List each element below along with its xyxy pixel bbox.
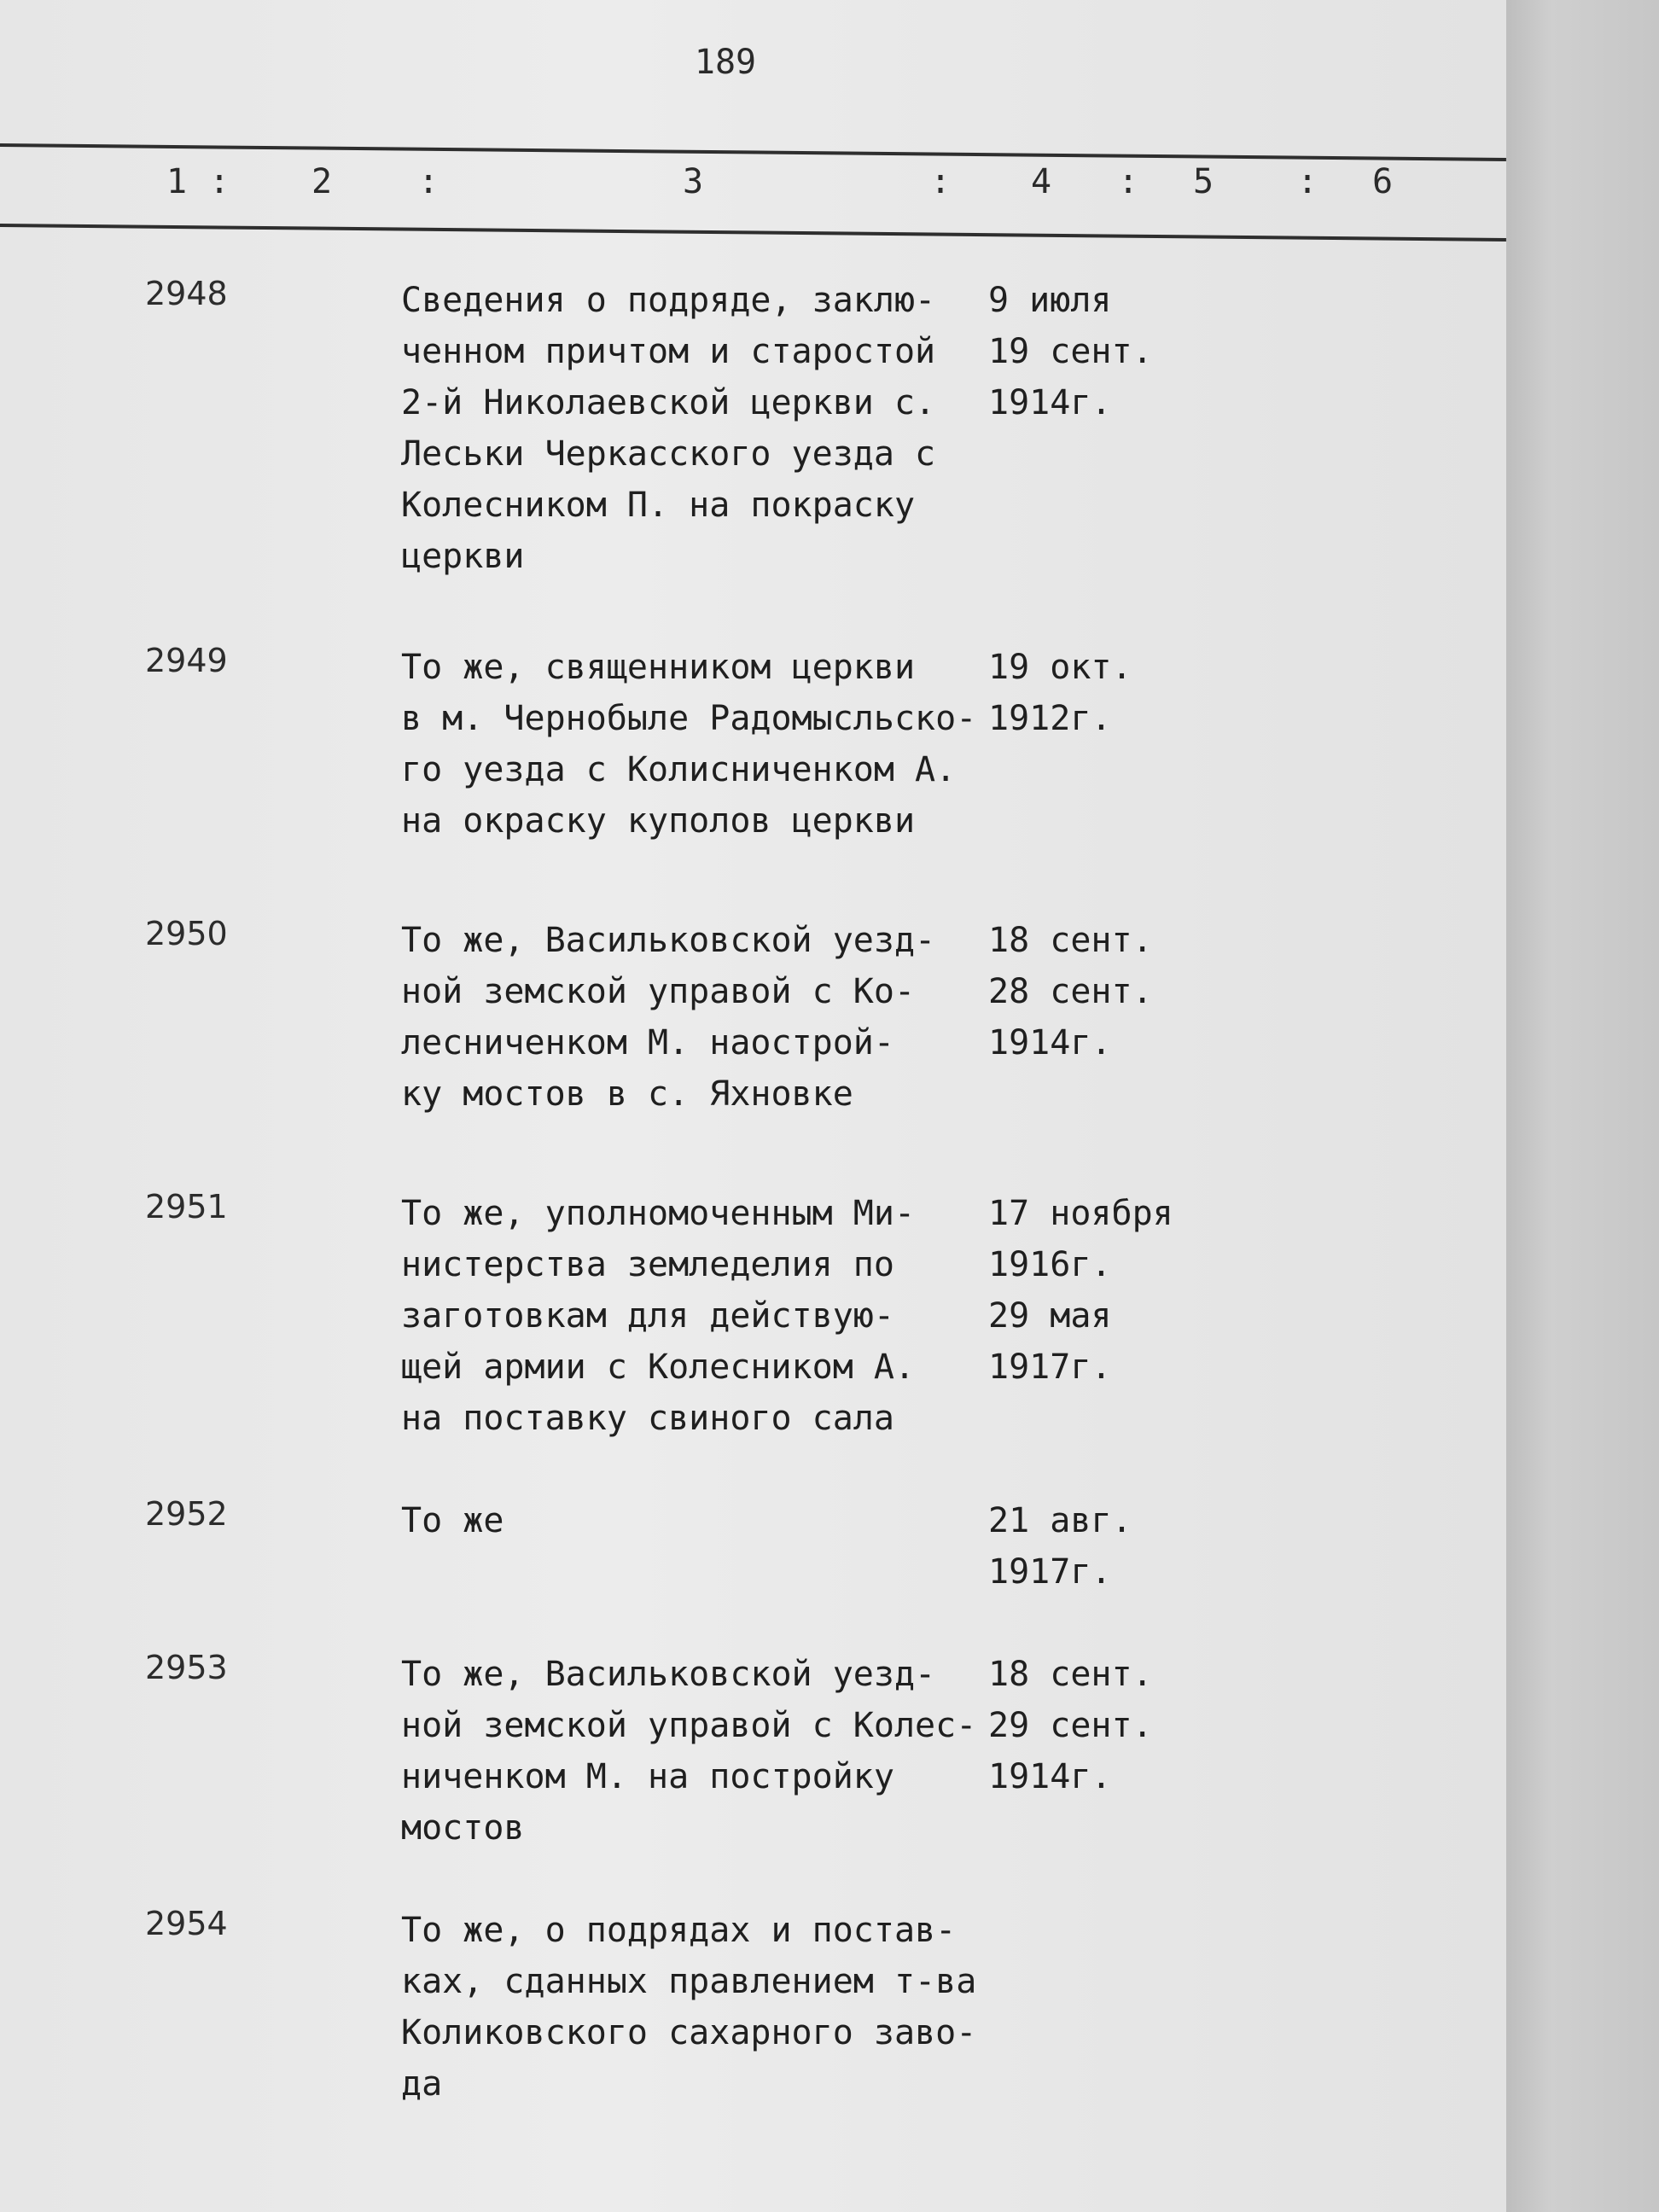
description-line: Сведения о подряде, заклю-	[401, 281, 936, 320]
date-line: 21 авг.	[988, 1501, 1132, 1540]
date-line: 29 мая	[988, 1296, 1112, 1336]
page-edge-background	[1506, 0, 1659, 2212]
column-header-5: 5	[1193, 162, 1214, 201]
column-header-2: 2	[311, 162, 333, 201]
description-line: Леськи Черкасского уезда с	[401, 434, 936, 474]
description-line: То же, уполномоченным Ми-	[401, 1194, 916, 1233]
date-line: 9 июля	[988, 281, 1112, 320]
column-separator: :	[209, 162, 230, 201]
description-line: в м. Чернобыле Радомысльско-	[401, 699, 977, 738]
column-separator: :	[1297, 162, 1318, 201]
description-line: лесниченком М. наострой-	[401, 1023, 894, 1062]
entry-description	[401, 642, 998, 847]
description-line: ниченком М. на постройку	[401, 1757, 894, 1796]
description-line: го уезда с Колисниченком А.	[401, 750, 957, 789]
column-header-1: 1	[166, 162, 188, 201]
date-line: 28 сент.	[988, 972, 1153, 1011]
entry-description	[401, 275, 998, 582]
entry-number: 2948	[145, 275, 228, 312]
entry-dates	[988, 275, 1210, 428]
entry-dates	[988, 1495, 1210, 1598]
column-header-row	[0, 162, 1506, 213]
description-line: 2-й Николаевской церкви с.	[401, 383, 936, 422]
description-line: То же, Васильковской уезд-	[401, 1655, 936, 1694]
date-line: 19 окт.	[988, 648, 1132, 687]
description-line: Колесником П. на покраску	[401, 486, 916, 525]
date-line: 29 сент.	[988, 1706, 1153, 1745]
entry-description	[401, 1649, 998, 1854]
description-line: щей армии с Колесником А.	[401, 1348, 916, 1387]
column-header-4: 4	[1031, 162, 1052, 201]
date-line: 1916г.	[988, 1245, 1112, 1284]
description-line: да	[401, 2064, 443, 2104]
entry-description	[401, 1188, 998, 1444]
description-line: заготовкам для действую-	[401, 1296, 894, 1336]
description-line: Коликовского сахарного заво-	[401, 2013, 977, 2052]
description-line: мостов	[401, 1808, 525, 1848]
description-line: на поставку свиного сала	[401, 1399, 894, 1438]
entry-description	[401, 915, 998, 1120]
description-line: То же, Васильковской уезд-	[401, 921, 936, 960]
column-separator: :	[1118, 162, 1139, 201]
description-line: ку мостов в с. Яхновке	[401, 1074, 853, 1114]
description-line: ках, сданных правлением т-ва	[401, 1962, 977, 2001]
date-line: 1912г.	[988, 699, 1112, 738]
entry-number: 2954	[145, 1905, 228, 1942]
description-line: То же, о подрядах и постав-	[401, 1911, 957, 1950]
date-line: 1917г.	[988, 1348, 1112, 1387]
description-line: на окраску куполов церкви	[401, 801, 916, 841]
column-separator: :	[930, 162, 952, 201]
date-line: 18 сент.	[988, 921, 1153, 960]
column-header-6: 6	[1372, 162, 1394, 201]
column-header-3: 3	[683, 162, 704, 201]
entry-dates	[988, 1188, 1210, 1393]
entry-number: 2952	[145, 1495, 228, 1533]
date-line: 19 сент.	[988, 332, 1153, 371]
date-line: 18 сент.	[988, 1655, 1153, 1694]
date-line: 1914г.	[988, 383, 1112, 422]
entry-dates	[988, 642, 1210, 744]
entry-dates	[988, 915, 1210, 1068]
entry-dates	[988, 1649, 1210, 1802]
description-line: То же, священником церкви	[401, 648, 916, 687]
entry-number: 2953	[145, 1649, 228, 1686]
date-line: 1914г.	[988, 1757, 1112, 1796]
description-line: ной земской управой с Ко-	[401, 972, 916, 1011]
description-line: церкви	[401, 537, 525, 576]
entry-description	[401, 1905, 998, 2110]
date-line: 1917г.	[988, 1552, 1112, 1592]
entry-number: 2951	[145, 1188, 228, 1225]
column-separator: :	[418, 162, 439, 201]
date-line: 1914г.	[988, 1023, 1112, 1062]
page-number: 189	[694, 43, 757, 82]
description-line: То же	[401, 1501, 504, 1540]
description-line: нистерства земледелия по	[401, 1245, 894, 1284]
date-line: 17 ноября	[988, 1194, 1173, 1233]
description-line: ной земской управой с Колес-	[401, 1706, 977, 1745]
description-line: ченном причтом и старостой	[401, 332, 936, 371]
entry-description	[401, 1495, 998, 1546]
entry-number: 2949	[145, 642, 228, 679]
entry-number: 2950	[145, 915, 228, 952]
